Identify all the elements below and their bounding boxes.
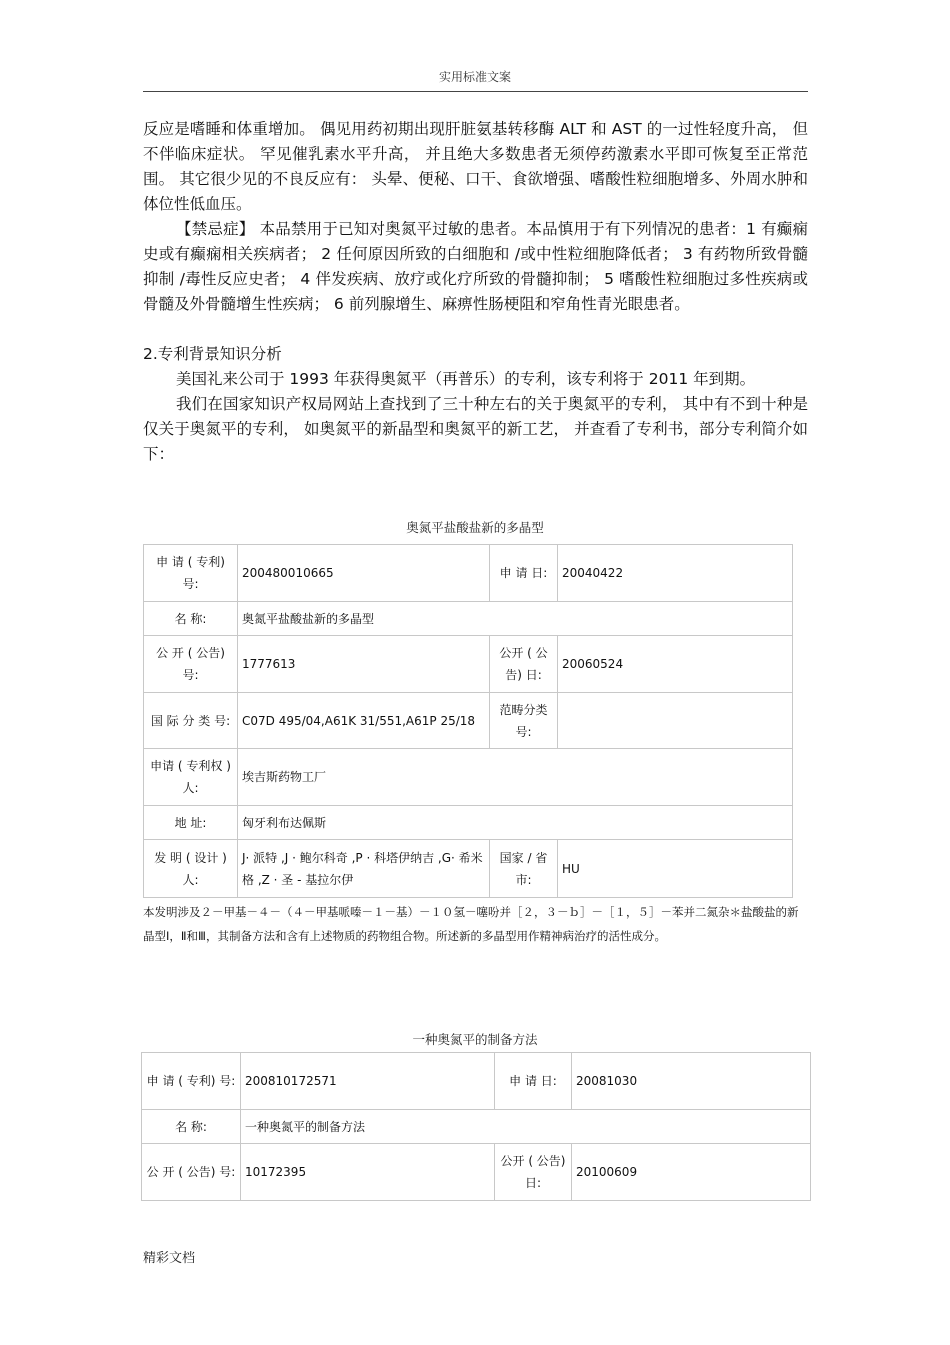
table-row xyxy=(144,840,793,898)
patent2-caption: 一种奥氮平的制备方法 xyxy=(412,1032,538,1047)
adverse-reaction-paragraph: 反应是嗜睡和体重增加。 偶见用药初期出现肝脏氨基转移酶 ALT 和 AST 的一过性轻度升高， 但不伴临床症状。 罕见催乳素水平升高， 并且绝大多数患者无须停药激素水平即可恢复至正常范围。 其它很少见的不良反应有： 头晕、便秘、口干、食欲增强、嗜酸性粒细胞增多、外周水肿和体位性低血压。 xyxy=(143,120,808,213)
app-no-value: 200480010665 xyxy=(238,545,490,602)
app-date-label: 申 请 日: xyxy=(490,545,558,602)
page-footer: 精彩文档 xyxy=(143,1251,196,1266)
pub-date-label: 公开 ( 公告) 日: xyxy=(495,1144,572,1201)
table-row xyxy=(144,602,793,636)
app-date-label: 申 请 日: xyxy=(495,1053,572,1110)
name-label: 名 称: xyxy=(142,1110,241,1144)
address-label: 地 址: xyxy=(144,806,238,840)
patent-search-paragraph: 我们在国家知识产权局网站上查找到了三十种左右的关于奥氮平的专利， 其中有不到十种是仅关于奥氮平的专利， 如奥氮平的新晶型和奥氮平的新工艺， 并查看了专利书，部分专利简介如下： xyxy=(143,395,808,463)
table-row xyxy=(144,545,793,602)
pub-no-value: 1777613 xyxy=(238,636,490,693)
table-row xyxy=(142,1053,811,1110)
app-no-label: 申 请 ( 专利) 号: xyxy=(142,1053,241,1110)
table-row xyxy=(142,1110,811,1144)
app-no-label: 申 请 ( 专利) 号: xyxy=(144,545,238,602)
name-value: 一种奥氮平的制备方法 xyxy=(241,1110,811,1144)
header-divider xyxy=(143,91,808,92)
pub-no-label: 公 开 ( 公告) 号: xyxy=(142,1144,241,1201)
ipc-label: 国 际 分 类 号: xyxy=(144,693,238,749)
category-label: 范畴分类 号: xyxy=(490,693,558,749)
app-date-value: 20040422 xyxy=(558,545,793,602)
patent-intro-paragraph: 美国礼来公司于 1993 年获得奥氮平（再普乐）的专利，该专利将于 2011 年到期。 xyxy=(176,370,756,388)
category-value xyxy=(558,693,793,749)
pub-no-value: 10172395 xyxy=(241,1144,495,1201)
pub-date-value: 20100609 xyxy=(572,1144,811,1201)
app-no-value: 200810172571 xyxy=(241,1053,495,1110)
section-heading: 2.专利背景知识分析 xyxy=(143,345,282,363)
applicant-value: 埃吉斯药物工厂 xyxy=(238,749,793,806)
applicant-label: 申请 ( 专利权 ) 人: xyxy=(144,749,238,806)
table-row xyxy=(144,636,793,693)
country-value: HU xyxy=(558,840,793,898)
patent1-caption: 奥氮平盐酸盐新的多晶型 xyxy=(406,520,544,535)
body-section xyxy=(143,117,808,467)
country-label: 国家 / 省 市: xyxy=(490,840,558,898)
page-header-title: 实用标准文案 xyxy=(438,70,511,84)
app-date-value: 20081030 xyxy=(572,1053,811,1110)
table-row xyxy=(142,1144,811,1201)
table-row xyxy=(144,693,793,749)
pub-date-value: 20060524 xyxy=(558,636,793,693)
contraindication-paragraph: 【禁忌症】 本品禁用于已知对奥氮平过敏的患者。本品慎用于有下列情况的患者：1 有癫痫史或有癫痫相关疾病者； 2 任何原因所致的白细胞和 /或中性粒细胞降低者； 3 有药物所致骨髓抑制 /毒性反应史者； 4 伴发疾病、放疗或化疗所致的骨髓抑制； 5 嗜酸性粒细胞过多性疾病或骨髓及外骨髓增生性疾病； 6 前列腺增生、麻痹性肠梗阻和窄角性青光眼患者。 xyxy=(143,220,808,313)
name-label: 名 称: xyxy=(144,602,238,636)
table-row xyxy=(144,749,793,806)
pub-no-label: 公 开 ( 公告) 号: xyxy=(144,636,238,693)
inventor-value: J· 派特 ,J · 鲍尔科奇 ,P · 科塔伊纳吉 ,G· 希米格 ,Z · 圣 - 基拉尔伊 xyxy=(238,840,490,898)
table-row xyxy=(144,806,793,840)
patent1-abstract: 本发明涉及２－甲基－４－（４－甲基哌嗪－１－基）－１０氢－噻吩并［２，３－ｂ］－［１，５］－苯并二氮杂＊盐酸盐的新晶型Ⅰ，Ⅱ和Ⅲ，其制备方法和含有上述物质的药物组合物。所述新的多晶型用作精神病治疗的活性成分。 xyxy=(143,905,799,943)
address-value: 匈牙利布达佩斯 xyxy=(238,806,793,840)
pub-date-label: 公开 ( 公告) 日: xyxy=(490,636,558,693)
name-value: 奥氮平盐酸盐新的多晶型 xyxy=(238,602,793,636)
inventor-label: 发 明 ( 设计 ) 人: xyxy=(144,840,238,898)
ipc-value: C07D 495/04,A61K 31/551,A61P 25/18 xyxy=(238,693,490,749)
patent1-table xyxy=(143,544,793,898)
patent2-table xyxy=(141,1052,811,1201)
